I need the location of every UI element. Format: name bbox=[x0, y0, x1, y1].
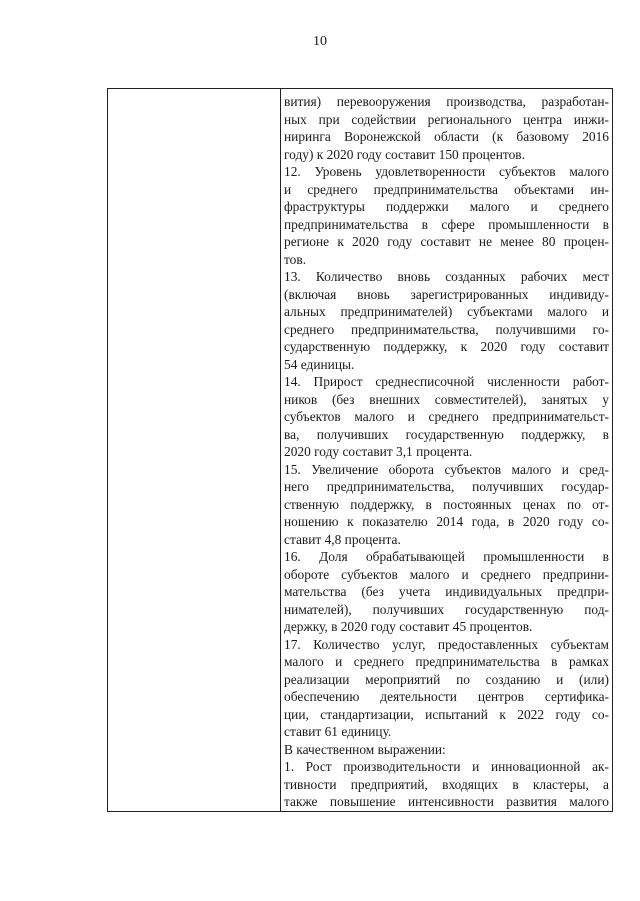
text-line: сударственную поддержку, к 2020 году составит bbox=[284, 339, 609, 354]
text-line: фраструктуры поддержки малого и среднего bbox=[284, 199, 609, 214]
text-line: предпринимательства в сфере промышленности в bbox=[284, 216, 609, 232]
text-line: ставит 61 единицу. bbox=[284, 724, 392, 739]
text-line: ных при содействии регионального центра инжи- bbox=[284, 111, 609, 127]
text-line: 54 единицы. bbox=[284, 356, 355, 372]
text-line: тов. bbox=[284, 251, 307, 267]
text-line: и среднего предпринимательства объектами ин- bbox=[284, 181, 609, 197]
text-line: регионе к 2020 году составит не менее 80 процен- bbox=[284, 234, 609, 249]
column-divider bbox=[280, 89, 281, 811]
page-number: 10 bbox=[313, 34, 327, 49]
text-line: ников (без внешних совместителей), занятых у bbox=[284, 391, 609, 407]
text-line: ношению к показателю 2014 года, в 2020 году со- bbox=[284, 514, 609, 529]
text-line: ставит 4,8 процента. bbox=[284, 531, 401, 547]
text-line: держку, в 2020 году составит 45 процентов. bbox=[284, 619, 533, 634]
text-line: среднего предпринимательства, получившими го- bbox=[284, 321, 609, 337]
text-line: альных предпринимателей) субъектами малого и bbox=[284, 304, 609, 319]
text-line: 12. Уровень удовлетворенности субъектов малого bbox=[284, 164, 609, 179]
text-line: В качественном выражении: bbox=[284, 741, 446, 757]
text-line: 15. Увеличение оборота субъектов малого и сред- bbox=[284, 461, 609, 477]
text-line: ственную поддержку, в постоянных ценах по от- bbox=[284, 496, 609, 512]
text-line: реализации мероприятий по созданию и (или) bbox=[284, 671, 609, 687]
text-line: мательства (без учета индивидуальных предпри- bbox=[284, 584, 609, 599]
text-line: обороте субъектов малого и среднего предприни- bbox=[284, 566, 609, 582]
document-table bbox=[107, 88, 613, 812]
text-line: 16. Доля обрабатывающей промышленности в bbox=[284, 549, 609, 564]
text-line: ции, стандартизации, испытаний к 2022 году со- bbox=[284, 706, 609, 722]
text-line: 2020 году составит 3,1 процента. bbox=[284, 444, 473, 459]
text-line: 17. Количество услуг, предоставленных субъектам bbox=[284, 636, 609, 652]
text-cell bbox=[284, 93, 609, 811]
text-line: году) к 2020 году составит 150 процентов. bbox=[284, 146, 525, 162]
text-line: него предпринимательства, получивших государ- bbox=[284, 479, 609, 494]
text-line: 1. Рост производительности и инновационной ак- bbox=[284, 759, 609, 774]
text-line: ва, получивших государственную поддержку, в bbox=[284, 426, 609, 442]
text-line: ниринга Воронежской области (к базовому 2016 bbox=[284, 129, 609, 144]
text-line: 13. Количество вновь созданных рабочих мест bbox=[284, 269, 609, 284]
text-line: тивности предприятий, входящих в кластеры, а bbox=[284, 776, 609, 792]
text-line: обеспечению деятельности центров сертифика- bbox=[284, 689, 609, 704]
text-line: (включая вновь зарегистрированных индивиду- bbox=[284, 286, 609, 302]
text-line: малого и среднего предпринимательства в рамках bbox=[284, 654, 609, 669]
text-line: субъектов малого и среднего предпринимательст- bbox=[284, 409, 609, 424]
text-line: нимателей), получивших государственную под- bbox=[284, 601, 609, 617]
text-line: также повышение интенсивности развития малого bbox=[284, 794, 609, 809]
text-line: 14. Прирост среднесписочной численности работ- bbox=[284, 374, 609, 389]
text-line: вития) перевооружения производства, разработан- bbox=[284, 94, 609, 109]
